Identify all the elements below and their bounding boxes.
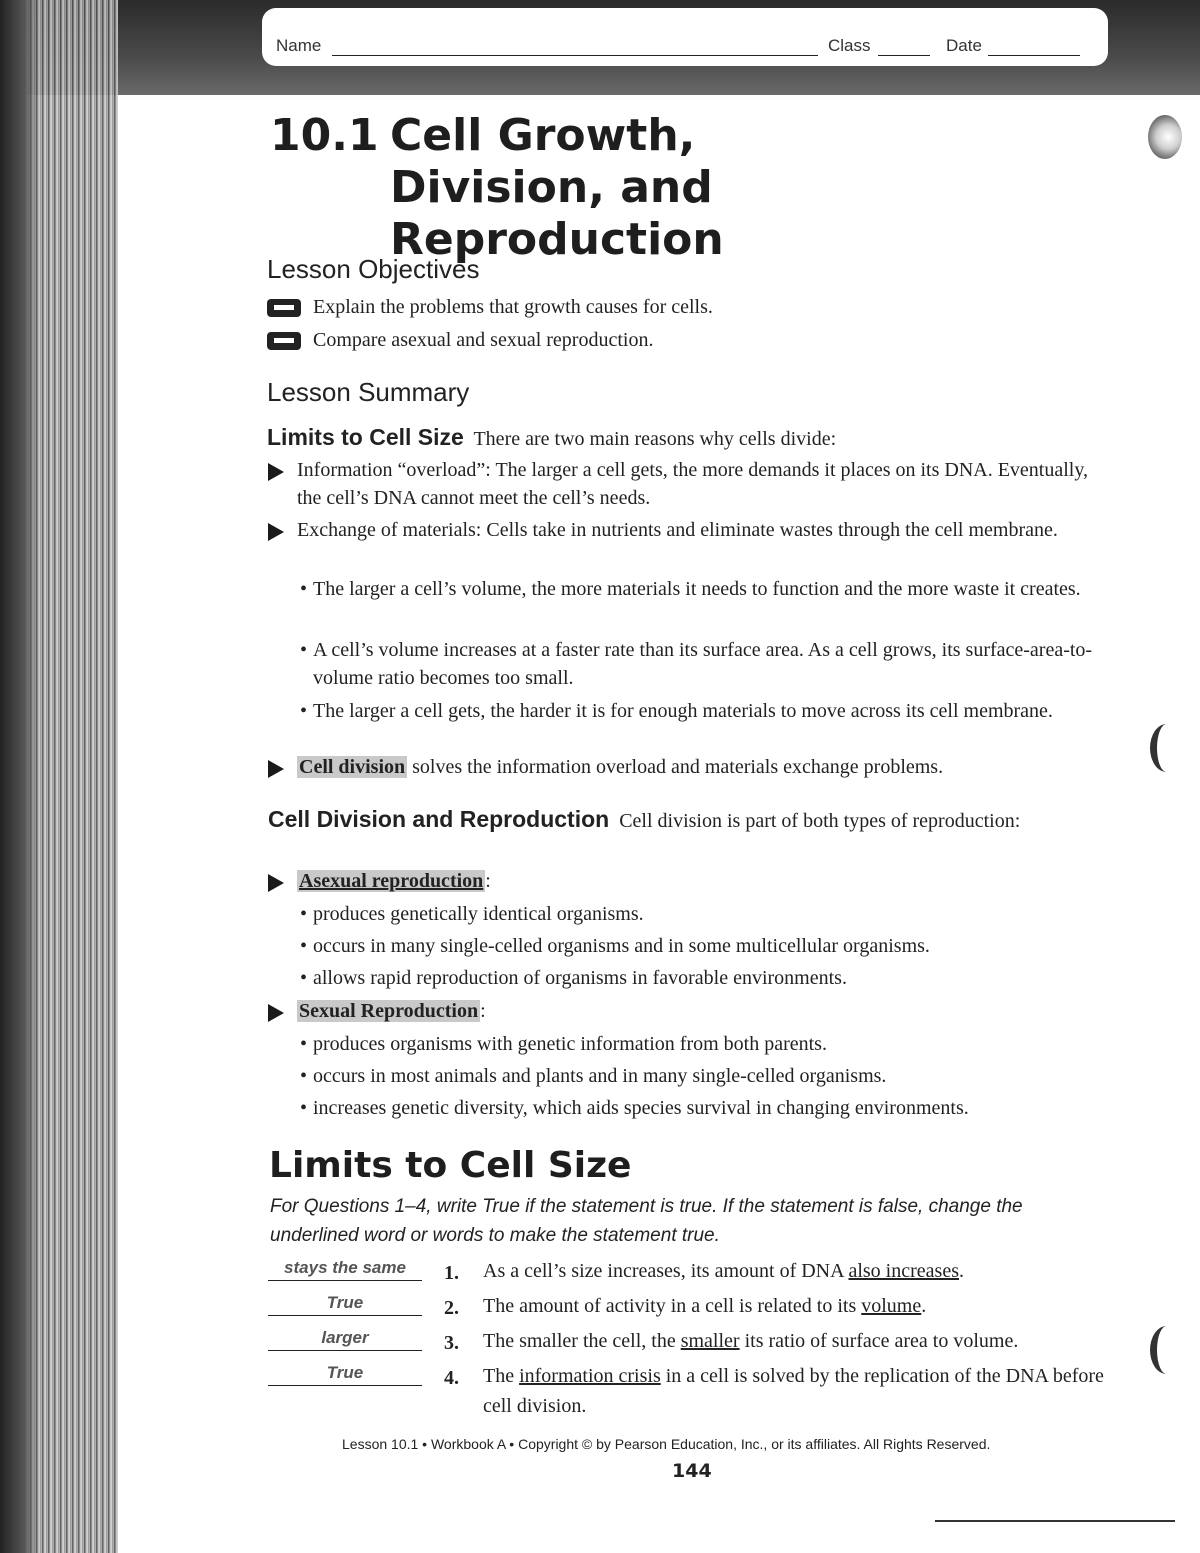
- question-number: 4.: [444, 1367, 459, 1389]
- sexual-label: Sexual Reproduction :: [299, 1000, 486, 1022]
- answer-field-1[interactable]: stays the same: [268, 1258, 422, 1281]
- bullet-arrow-icon: [268, 463, 284, 481]
- binder-hole-shadow: [1150, 724, 1183, 772]
- underlined-term: smaller: [680, 1330, 740, 1352]
- sub-bullet-dot: •: [300, 967, 308, 989]
- question-text: .: [921, 1295, 927, 1317]
- limits-bullet-3-text: solves the information overload and materials exchange problems.: [407, 756, 944, 778]
- date-label: Date: [946, 36, 982, 55]
- question-number: 2.: [444, 1297, 459, 1319]
- asexual-label: Asexual reproduction :: [299, 870, 491, 892]
- question-number: 1.: [444, 1262, 459, 1284]
- limits-bullet-2: Exchange of materials: Cells take in nutrients and eliminate wastes through the cell membrane.: [297, 519, 1058, 541]
- underlined-term: volume: [861, 1295, 922, 1317]
- limits-heading: Limits to Cell Size: [267, 424, 464, 450]
- asexual-item: produces genetically identical organisms.: [313, 903, 644, 925]
- objectives-heading: Lesson Objectives: [267, 254, 480, 284]
- copyright-footer: Lesson 10.1 • Workbook A • Copyright © by Pearson Education, Inc., or its affiliates. All Rights Reserved.: [342, 1436, 991, 1452]
- sexual-item: produces organisms with genetic information from both parents.: [313, 1033, 827, 1055]
- bullet-arrow-icon: [268, 760, 284, 778]
- underlined-term: information crisis: [519, 1365, 661, 1387]
- name-label: Name: [276, 36, 322, 55]
- vocab-asexual-reproduction: Asexual reproduction: [299, 870, 484, 892]
- question-4-text: [483, 1361, 1123, 1421]
- sexual-item: occurs in most animals and plants and in many single-celled organisms.: [313, 1065, 887, 1087]
- vocab-cell-division: Cell division: [299, 756, 406, 778]
- asexual-item: occurs in many single-celled organisms and in some multicellular organisms.: [313, 935, 930, 957]
- sub-bullet-dot: •: [300, 1033, 308, 1055]
- objective-item: [267, 329, 653, 352]
- book-spine-shadow: [0, 0, 40, 1553]
- exercise-title: Limits to Cell Size: [269, 1145, 632, 1186]
- summary-heading: Lesson Summary: [267, 377, 470, 407]
- question-text: The: [483, 1365, 520, 1387]
- binder-hole-shadow: [1150, 1326, 1183, 1374]
- sub-bullet-dot: •: [300, 1097, 308, 1119]
- limits-sub-2: A cell’s volume increases at a faster rate than its surface area. As a cell grows, its surface-area-to-volume ratio becomes too small.: [313, 639, 1093, 689]
- asexual-item: allows rapid reproduction of organisms in favorable environments.: [313, 967, 847, 989]
- division-intro-text: Cell division is part of both types of reproduction:: [619, 810, 1021, 832]
- division-heading: Cell Division and Reproduction: [268, 806, 610, 832]
- sub-bullet-dot: •: [300, 1065, 308, 1087]
- header-fields: [262, 8, 1108, 66]
- limits-bullet-1: Information “overload”: The larger a cell gets, the more demands it places on its DNA. Eventually, the cell’s DNA cannot meet the cell’s needs.: [297, 459, 1089, 509]
- question-1-text: [483, 1256, 1123, 1286]
- objective-item: [267, 296, 713, 319]
- lesson-title: Cell Growth, Division, and Reproduction: [390, 110, 724, 265]
- class-label: Class: [828, 36, 871, 55]
- question-text: The amount of activity in a cell is related to its: [483, 1295, 862, 1317]
- question-text: in a cell is solved by the replication of the DNA before cell division.: [483, 1365, 1104, 1417]
- key-icon: [267, 332, 301, 350]
- question-text: its ratio of surface area to volume.: [739, 1330, 1019, 1352]
- division-intro: [268, 805, 1028, 835]
- sub-bullet-dot: •: [300, 639, 308, 661]
- date-field[interactable]: [988, 55, 1080, 56]
- sub-bullet-dot: •: [300, 935, 308, 957]
- answer-field-4[interactable]: True: [268, 1363, 422, 1386]
- name-field[interactable]: [332, 55, 818, 56]
- limits-sub-1: The larger a cell’s volume, the more materials it needs to function and the more waste it creates.: [313, 578, 1081, 600]
- question-text: .: [958, 1260, 964, 1282]
- limits-sub-3: The larger a cell gets, the harder it is for enough materials to move across its cell membrane.: [313, 700, 1053, 722]
- divider: [935, 1520, 1175, 1522]
- question-text: As a cell’s size increases, its amount of DNA: [483, 1260, 849, 1282]
- vocab-sexual-reproduction: Sexual Reproduction: [299, 1000, 479, 1022]
- sub-bullet-dot: •: [300, 903, 308, 925]
- objective-text: Explain the problems that growth causes for cells.: [313, 296, 713, 318]
- sub-bullet-dot: •: [300, 700, 308, 722]
- limits-intro-text: There are two main reasons why cells divide:: [473, 428, 837, 450]
- answer-field-2[interactable]: True: [268, 1293, 422, 1316]
- question-number: 3.: [444, 1332, 459, 1354]
- question-text: The smaller the cell, the: [483, 1330, 681, 1352]
- bullet-arrow-icon: [268, 523, 284, 541]
- bullet-arrow-icon: [268, 874, 284, 892]
- class-field[interactable]: [878, 55, 930, 56]
- sub-bullet-dot: •: [300, 578, 308, 600]
- binder-hole: [1148, 115, 1182, 159]
- sexual-item: increases genetic diversity, which aids species survival in changing environments.: [313, 1097, 969, 1119]
- limits-bullet-3: [297, 753, 1097, 781]
- page-number: 144: [672, 1460, 712, 1482]
- key-icon: [267, 299, 301, 317]
- exercise-instructions: For Questions 1–4, write True if the statement is true. If the statement is false, change the underlined word or words to make the statement true.: [270, 1196, 1023, 1246]
- answer-field-3[interactable]: larger: [268, 1328, 422, 1351]
- underlined-term: also increases: [848, 1260, 959, 1282]
- objective-text: Compare asexual and sexual reproduction.: [313, 329, 654, 351]
- bullet-arrow-icon: [268, 1004, 284, 1022]
- question-2-text: [483, 1291, 1123, 1321]
- lesson-number: 10.1: [270, 110, 379, 161]
- question-3-text: [483, 1326, 1123, 1356]
- limits-intro: [267, 423, 1107, 453]
